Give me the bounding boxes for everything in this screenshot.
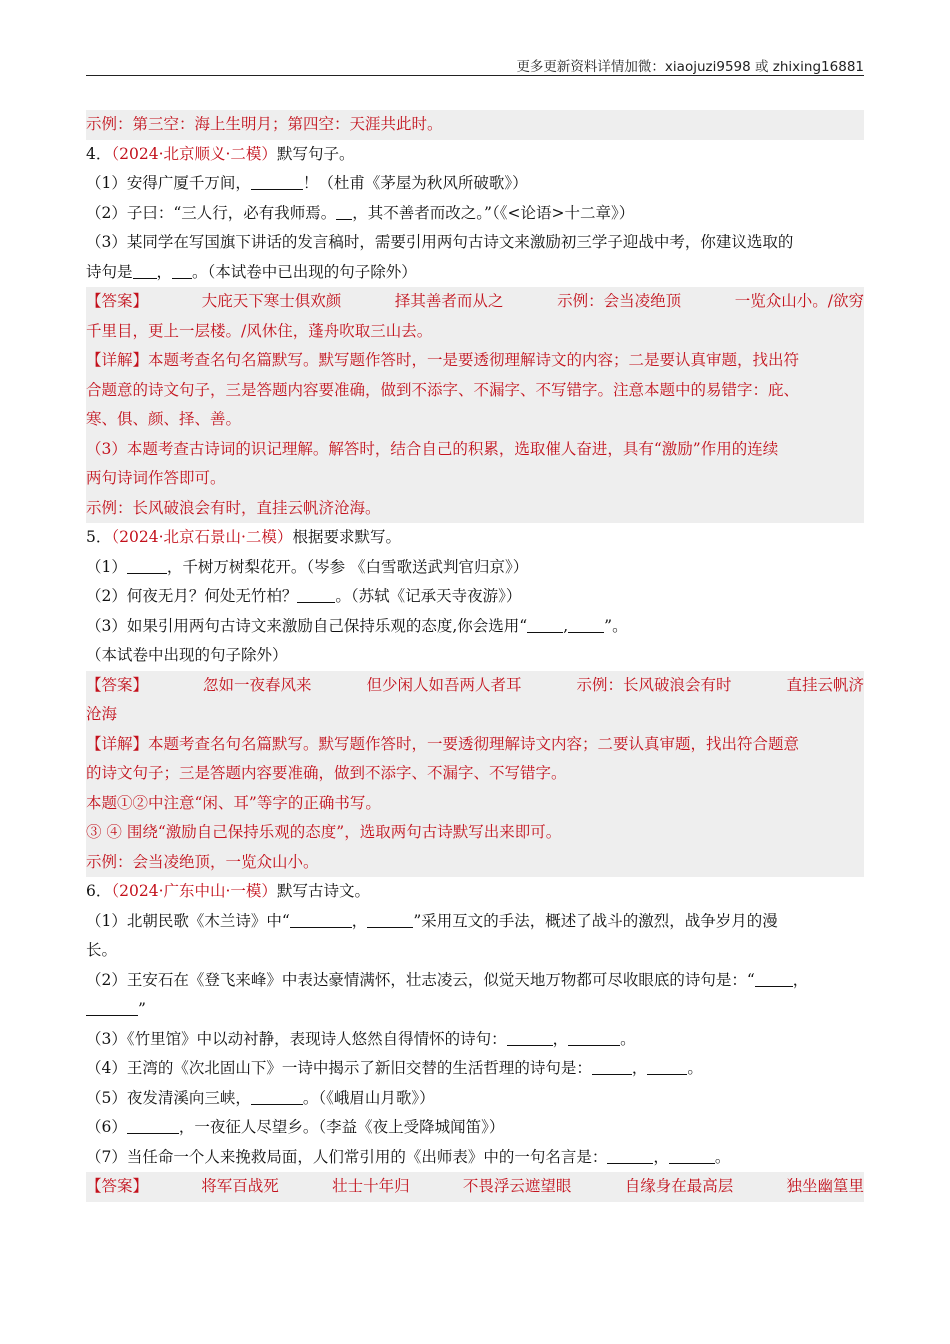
q6-part2-text: （2）王安石在《登飞来峰》中表达豪情满怀，壮志凌云，似觉天地万物都可尽收眼底的诗句是：“ bbox=[86, 970, 755, 989]
q5-answer-3: 示例：长风破浪会有时 bbox=[576, 675, 732, 694]
q4-detail-tag: 【详解】 bbox=[86, 351, 149, 369]
q5-part2-text: （2）何夜无月？何处无竹柏？ bbox=[86, 587, 298, 605]
q4-answer-row bbox=[86, 287, 864, 317]
q6-part1-tail: ”采用互文的手法，概述了战斗的激烈，战争岁月的漫 bbox=[413, 911, 778, 930]
q6-blank-1 bbox=[290, 909, 352, 928]
q5-answer-block bbox=[86, 671, 864, 878]
q6-blank-9 bbox=[251, 1086, 303, 1105]
q4-detail-line1 bbox=[86, 346, 864, 376]
q6-part1-comma: ， bbox=[351, 911, 368, 930]
q6-blank-8 bbox=[647, 1056, 687, 1075]
q5-blank-1 bbox=[127, 555, 167, 574]
q6-part7-text: （7）当任命一个人来挽救局面，人们常引用的《出师表》中的一句名言是： bbox=[86, 1147, 608, 1166]
q5-blank-4 bbox=[568, 614, 604, 633]
q4-detail-text: 本题考查名句名篇默写。默写题作答时，一是要透彻理解诗文的内容；二是要认真审题，找出符 bbox=[148, 351, 800, 369]
q5-part1-text: （1） bbox=[86, 557, 127, 576]
q4-part3-line1: （3）某同学在写国旗下讲话的发言稿时，需要引用两句古诗文来激励初三学子迎战中考，你建议选取的 bbox=[86, 233, 794, 251]
q4-answer-tag: 【答案】 bbox=[86, 292, 149, 310]
q6-part1-line2: 长。 bbox=[86, 941, 118, 959]
q6-blank-4 bbox=[86, 997, 138, 1016]
q6-part4-text: （4）王湾的《次北固山下》一诗中揭示了新旧交替的生活哲理的诗句是： bbox=[86, 1059, 592, 1077]
q5-detail-line1 bbox=[86, 730, 864, 760]
q5-title: 根据要求默写。 bbox=[292, 528, 401, 546]
q5-part3-comma: , bbox=[563, 616, 569, 635]
q6-part7-comma: ， bbox=[653, 1147, 669, 1166]
q5-heading bbox=[86, 523, 864, 553]
q5-answer-row bbox=[86, 671, 864, 701]
q5-part3-text: （3）如果引用两句古诗文来激励自己保持乐观的态度,你会选用“ bbox=[86, 616, 528, 635]
q6-answer-5: 独坐幽篁里 bbox=[786, 1177, 864, 1195]
q4-part1-text: （1）安得广厦千万间， bbox=[86, 174, 251, 192]
q5-detail-line5: 示例：会当凌绝顶，一览众山小。 bbox=[86, 852, 319, 871]
q4-detail-line2: 合题意的诗文句子，三是答题内容要准确，做到不添字、不漏字、不写错字。注意本题中的易错字：庇、 bbox=[86, 380, 800, 399]
q6-blank-5 bbox=[507, 1027, 553, 1046]
q6-part7 bbox=[86, 1143, 864, 1173]
q6-part2 bbox=[86, 966, 864, 996]
q6-answer-1: 将军百战死 bbox=[201, 1177, 279, 1195]
q6-part7-tail: 。 bbox=[714, 1147, 731, 1166]
q6-blank-2 bbox=[367, 909, 413, 928]
q4-answer-2: 择其善者而从之 bbox=[394, 292, 504, 310]
q5-detail-line3: 本题①②中注意“闲、耳”等字的正确书写。 bbox=[86, 793, 381, 812]
q4-source: （2024·北京顺义·二模） bbox=[111, 144, 277, 163]
q5-part1 bbox=[86, 553, 864, 583]
q6-part3-comma: ， bbox=[552, 1029, 569, 1048]
q6-blank-10 bbox=[127, 1115, 179, 1134]
q6-blank-7 bbox=[592, 1056, 632, 1075]
q5-part2-tail: 。（苏轼《记承天寺夜游》） bbox=[335, 587, 522, 605]
q6-part3-tail: 。 bbox=[620, 1029, 636, 1048]
q5-part2 bbox=[86, 582, 864, 612]
q4-answer-1: 大庇天下寒士俱欢颜 bbox=[201, 292, 342, 310]
q6-answer-block bbox=[86, 1172, 864, 1202]
q5-answer-tag: 【答案】 bbox=[86, 675, 149, 694]
q6-answer-2: 壮士十年归 bbox=[332, 1177, 410, 1195]
q6-part2-comma: ， bbox=[792, 970, 809, 989]
q6-number: 6． bbox=[86, 882, 112, 900]
q4-detail-line4: （3）本题考查古诗词的识记理解。解答时，结合自己的积累，选取催人奋进，具有“激励”作用的连续 bbox=[86, 439, 779, 458]
q6-blank-3 bbox=[755, 968, 793, 987]
prev-example: 示例：第三空：海上生明月；第四空：天涯共此时。 bbox=[86, 110, 864, 140]
q4-part1-tail: ！（杜甫《茅屋为秋风所破歌》） bbox=[302, 174, 528, 192]
q6-source: （2024·广东中山·一模） bbox=[111, 882, 277, 900]
q5-detail-text: 本题考查名句名篇默写。默写题作答时，一要透彻理解诗文内容；二要认真审题，找出符合题意 bbox=[148, 734, 800, 753]
q5-number: 5． bbox=[86, 528, 112, 546]
q6-part6-tail: ，一夜征人尽望乡。（李益《夜上受降城闻笛》） bbox=[178, 1118, 505, 1136]
q6-part5-tail: 。（《峨眉山月歌》） bbox=[302, 1088, 435, 1107]
q6-heading bbox=[86, 877, 864, 907]
q6-blank-12 bbox=[669, 1145, 715, 1164]
q5-detail-line2: 的诗文句子；三是答题内容要准确，做到不添字、不漏字、不写错字。 bbox=[86, 764, 567, 782]
q6-blank-11 bbox=[607, 1145, 653, 1164]
q6-answer-3: 不畏浮云遮望眼 bbox=[462, 1177, 572, 1195]
q4-answer-block bbox=[86, 287, 864, 523]
header-divider bbox=[86, 75, 864, 76]
q5-answer-4: 直挂云帆济 bbox=[786, 675, 864, 694]
q4-part3-tail: 。（本试卷中已出现的句子除外） bbox=[192, 262, 417, 281]
q6-answer-4: 自缘身在最高层 bbox=[624, 1177, 734, 1195]
q4-blank-1 bbox=[251, 171, 303, 190]
q4-answer-4: 一览众山小。/欲穷 bbox=[734, 292, 864, 310]
q6-answer-row bbox=[86, 1172, 864, 1202]
q5-blank-3 bbox=[527, 614, 563, 633]
q4-title: 默写句子。 bbox=[276, 144, 355, 163]
q6-part1-text: （1）北朝民歌《木兰诗》中“ bbox=[86, 911, 290, 930]
q4-answer-3: 示例：会当凌绝顶 bbox=[557, 292, 682, 310]
q4-part3-line2 bbox=[86, 258, 864, 288]
q6-title: 默写古诗文。 bbox=[276, 882, 370, 900]
q6-part2-line2 bbox=[86, 995, 864, 1025]
q6-part2-tail: ” bbox=[138, 1000, 146, 1018]
q4-number: 4． bbox=[86, 144, 112, 163]
q6-part5-text: （5）夜发清溪向三峡， bbox=[86, 1088, 251, 1107]
q4-part3-text: 诗句是 bbox=[86, 262, 133, 281]
q4-detail-line3: 寒、俱、颜、择、善。 bbox=[86, 410, 242, 428]
q6-part6 bbox=[86, 1113, 864, 1143]
q6-part4-tail: 。 bbox=[687, 1059, 703, 1077]
q4-part2-text: （2）子曰：“三人行，必有我师焉。 bbox=[86, 203, 337, 222]
q5-part1-tail: ，千树万树梨花开。（岑参 《白雪歌送武判官归京》） bbox=[166, 557, 529, 576]
q4-blank-4 bbox=[172, 260, 192, 279]
header-text: 更多更新资料详情加微：xiaojuzi9598 或 zhixing16881 bbox=[516, 59, 864, 75]
q4-part2-tail: ，其不善者而改之。”（《<论语>十二章》） bbox=[352, 203, 635, 222]
q5-detail-tag: 【详解】 bbox=[86, 734, 149, 753]
q5-part3-tail: ”。 bbox=[604, 616, 628, 635]
q4-detail-line5: 两句诗词作答即可。 bbox=[86, 469, 226, 487]
q6-part6-text: （6） bbox=[86, 1118, 127, 1136]
q6-blank-6 bbox=[568, 1027, 620, 1046]
q5-part3 bbox=[86, 612, 864, 642]
q4-part2 bbox=[86, 199, 864, 229]
q6-part3-text: （3）《竹里馆》中以动衬静，表现诗人悠然自得情怀的诗句： bbox=[86, 1029, 507, 1048]
q5-answer-line2: 沧海 bbox=[86, 705, 118, 723]
q6-part4 bbox=[86, 1054, 864, 1084]
q6-part4-comma: ， bbox=[631, 1059, 648, 1077]
q4-detail-line6: 示例：长风破浪会有时，直挂云帆济沧海。 bbox=[86, 498, 381, 517]
q5-part4: （本试卷中出现的句子除外） bbox=[86, 646, 288, 664]
q5-source: （2024·北京石景山·二模） bbox=[111, 528, 293, 546]
q5-answer-2: 但少闲人如吾两人者耳 bbox=[366, 675, 522, 694]
q4-blank-2 bbox=[336, 201, 352, 220]
q6-answer-tag: 【答案】 bbox=[86, 1177, 149, 1195]
q6-part1 bbox=[86, 907, 864, 937]
document-body bbox=[86, 110, 864, 1202]
q4-part3-comma: ， bbox=[156, 262, 173, 281]
q5-blank-2 bbox=[297, 584, 335, 603]
q4-blank-3 bbox=[133, 260, 157, 279]
q4-part1 bbox=[86, 169, 864, 199]
q5-detail-line4: ③ ④ 围绕“激励自己保持乐观的态度”，选取两句古诗默写出来即可。 bbox=[86, 823, 562, 841]
q6-part3 bbox=[86, 1025, 864, 1055]
q4-answer-line2: 千里目，更上一层楼。/风休住，蓬舟吹取三山去。 bbox=[86, 321, 433, 340]
q5-answer-1: 忽如一夜春风来 bbox=[202, 675, 312, 694]
q4-heading bbox=[86, 140, 864, 170]
q6-part5 bbox=[86, 1084, 864, 1114]
